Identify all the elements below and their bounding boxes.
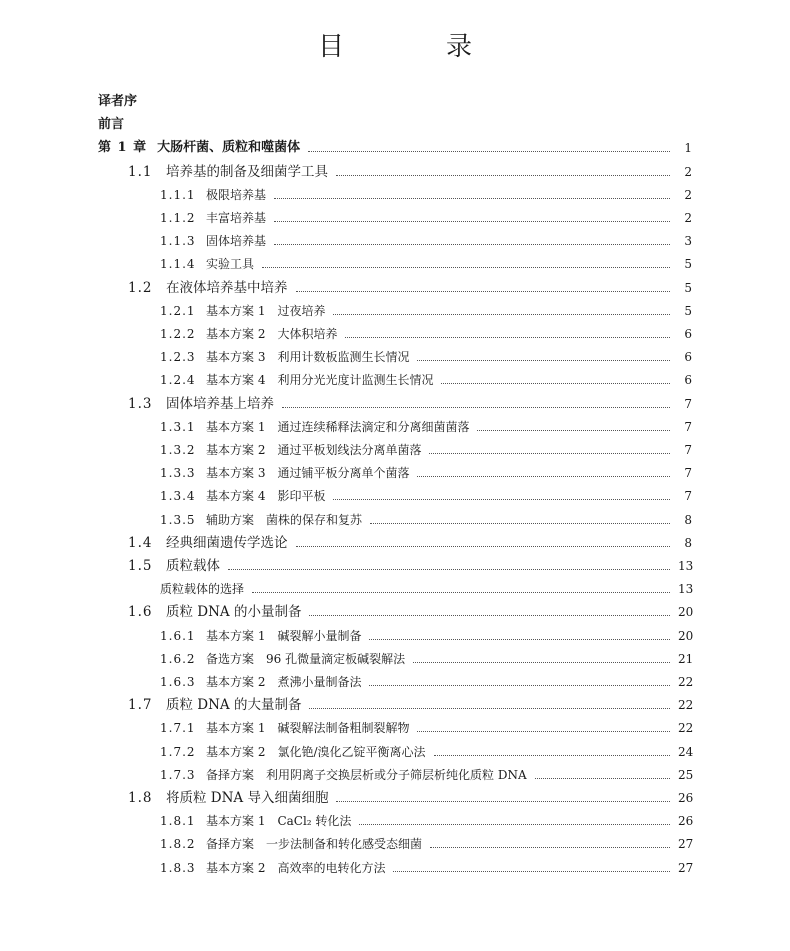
toc-entry-page: 7 xyxy=(684,419,692,434)
toc-entry-number: 1.1.4 xyxy=(160,257,196,272)
toc-entry xyxy=(160,575,692,597)
dot-leader xyxy=(282,407,670,408)
toc-entry-number: 1.3.2 xyxy=(160,443,196,457)
toc-entry-page: 2 xyxy=(684,164,692,179)
toc-entry-page: 5 xyxy=(684,303,692,318)
toc-entry-number: 1.8.1 xyxy=(160,814,196,829)
toc-entry xyxy=(160,761,692,783)
toc-entry-page: 2 xyxy=(684,211,692,225)
toc-entry-title: 基本方案 2 煮沸小量制备法 xyxy=(206,675,362,689)
toc-entry-number: 1.2.1 xyxy=(160,303,196,318)
toc-entry-title: 基本方案 3 利用计数板监测生长情况 xyxy=(206,350,410,365)
dot-leader xyxy=(274,221,670,222)
toc-entry-number: 1.8.3 xyxy=(160,860,196,875)
toc-entry-title: 基本方案 2 大体积培养 xyxy=(206,327,338,341)
dot-leader xyxy=(359,824,670,825)
dot-leader xyxy=(369,685,670,686)
toc-entry-page: 24 xyxy=(678,744,694,759)
toc-entry-number: 1.4 xyxy=(128,534,153,551)
toc-entry-title: 大肠杆菌、质粒和噬菌体 xyxy=(157,140,301,156)
toc-entry xyxy=(160,668,692,690)
toc-entry xyxy=(160,366,692,388)
dot-leader xyxy=(274,198,670,199)
toc-entry-title: 基本方案 1 CaCl₂ 转化法 xyxy=(206,814,352,829)
toc-entry-page: 5 xyxy=(684,280,692,295)
toc-entry xyxy=(160,622,692,644)
dot-leader xyxy=(262,267,670,268)
toc-entry-page: 27 xyxy=(678,860,694,875)
toc-entry xyxy=(160,181,692,203)
toc-entry-number: 1.3.4 xyxy=(160,489,196,504)
dot-leader xyxy=(370,523,670,524)
toc-entry-number: 1.1 xyxy=(128,163,153,180)
dot-leader xyxy=(333,314,670,315)
toc-entry xyxy=(128,274,692,296)
toc-entry-page: 21 xyxy=(678,651,694,666)
toc-entry-page: 5 xyxy=(684,257,692,272)
toc-entry xyxy=(98,134,692,156)
dot-leader xyxy=(296,546,671,547)
toc-entry-number: 1.2 xyxy=(128,279,153,296)
toc-entry xyxy=(160,459,692,481)
dot-leader xyxy=(336,801,670,802)
toc-entry-title: 质粒 DNA 的大量制备 xyxy=(166,697,302,714)
toc-entry-number: 1.3.5 xyxy=(160,512,196,527)
toc-entry-title: 基本方案 2 通过平板划线法分离单菌落 xyxy=(206,443,422,457)
toc-entry xyxy=(98,88,692,110)
toc-entry-page: 7 xyxy=(684,396,692,411)
toc-entry xyxy=(160,714,692,736)
toc-entry-number: 第 1 章 xyxy=(98,140,148,156)
dot-leader xyxy=(434,755,671,756)
toc-entry-page: 6 xyxy=(684,350,692,365)
toc-entry-number: 1.7 xyxy=(128,697,153,714)
toc-entry-number: 1.6.1 xyxy=(160,628,196,643)
toc-entry xyxy=(128,691,692,713)
toc-entry xyxy=(98,111,692,133)
toc-entry-title: 极限培养基 xyxy=(206,187,267,202)
toc-entry-title: 辅助方案 菌株的保存和复苏 xyxy=(206,512,363,527)
dot-leader xyxy=(417,731,670,732)
toc-entry xyxy=(160,320,692,342)
toc-entry-title: 将质粒 DNA 导入细菌细胞 xyxy=(166,790,329,806)
toc-entry-title: 固体培养基上培养 xyxy=(166,395,274,412)
toc-entry-page: 22 xyxy=(678,675,694,689)
toc-entry-title: 经典细菌遗传学选论 xyxy=(166,534,288,551)
toc-entry xyxy=(128,390,692,412)
dot-leader xyxy=(393,871,670,872)
toc-entry-number: 1.7.3 xyxy=(160,767,196,782)
toc-entry xyxy=(128,529,692,551)
dot-leader xyxy=(333,499,670,500)
toc-entry-title: 备选方案 96 孔微量滴定板碱裂解法 xyxy=(206,651,406,666)
toc-entry-title: 备择方案 利用阴离子交换层析或分子筛层析纯化质粒 DNA xyxy=(206,767,527,782)
toc-entry-title: 基本方案 2 氯化铯/溴化乙锭平衡离心法 xyxy=(206,744,426,759)
toc-entry-title: 质粒 DNA 的小量制备 xyxy=(166,604,302,621)
toc-entry-page: 13 xyxy=(678,582,694,597)
toc-entry-page: 6 xyxy=(684,373,692,388)
toc-entry-number: 1.3.3 xyxy=(160,466,196,481)
toc-entry xyxy=(160,738,692,760)
toc-entry-page: 2 xyxy=(684,187,692,202)
toc-entry-page: 27 xyxy=(678,837,694,852)
toc-entry-page: 7 xyxy=(684,466,692,481)
toc-entry xyxy=(160,227,692,249)
toc-entry-title: 培养基的制备及细菌学工具 xyxy=(166,163,328,180)
toc-entry xyxy=(160,297,692,319)
toc-entry xyxy=(160,506,692,528)
toc-entry-title: 基本方案 3 通过铺平板分离单个菌落 xyxy=(206,466,410,481)
toc-entry xyxy=(160,343,692,365)
toc-entry xyxy=(128,552,692,574)
toc-entry-page: 20 xyxy=(678,605,694,620)
dot-leader xyxy=(429,453,670,454)
toc-entry-title: 在液体培养基中培养 xyxy=(166,279,288,296)
toc-entry-number: 1.8.2 xyxy=(160,837,196,852)
toc-entry xyxy=(160,482,692,504)
toc-entry-number: 1.1.3 xyxy=(160,234,196,249)
toc-entry xyxy=(160,645,692,667)
toc-entry-title: 基本方案 1 碱裂解小量制备 xyxy=(206,628,362,643)
toc-entry-number: 1.5 xyxy=(128,558,153,574)
toc-entry-page: 3 xyxy=(684,234,692,249)
dot-leader xyxy=(369,639,670,640)
toc-entry-number: 1.8 xyxy=(128,790,153,806)
dot-leader xyxy=(309,615,670,616)
toc-entry-number: 1.3.1 xyxy=(160,419,196,434)
toc-entry-title: 固体培养基 xyxy=(206,234,267,249)
toc-entry xyxy=(160,204,692,226)
dot-leader xyxy=(430,847,670,848)
toc-entry-title: 基本方案 4 利用分光光度计监测生长情况 xyxy=(206,373,434,388)
toc-entry-page: 22 xyxy=(678,721,694,736)
toc-entry-title: 质粒载体 xyxy=(166,558,220,574)
dot-leader xyxy=(296,291,671,292)
toc-entry-page: 25 xyxy=(678,767,694,782)
toc-entry xyxy=(128,784,692,806)
toc-entry-title: 基本方案 2 高效率的电转化方法 xyxy=(206,860,386,875)
dot-leader xyxy=(228,569,670,570)
dot-leader xyxy=(336,175,670,176)
toc-entry-number: 1.1.1 xyxy=(160,187,196,202)
toc-entry-title: 基本方案 4 影印平板 xyxy=(206,489,326,504)
toc-entry-page: 22 xyxy=(678,698,694,713)
toc-entry-number: 1.3 xyxy=(128,395,153,412)
toc-entry xyxy=(160,250,692,272)
toc-entry-number: 1.7.2 xyxy=(160,744,196,759)
toc-entry-title: 质粒载体的选择 xyxy=(160,582,245,597)
toc-entry-title: 基本方案 1 碱裂解法制备粗制裂解物 xyxy=(206,721,410,736)
toc-entry-title: 译者序 xyxy=(98,94,138,109)
toc-entry-number: 1.2.3 xyxy=(160,350,196,365)
toc-entry xyxy=(128,158,692,180)
toc-entry-page: 7 xyxy=(684,443,692,457)
toc-entry-page: 7 xyxy=(684,489,692,504)
toc-entry-title: 基本方案 1 过夜培养 xyxy=(206,303,326,318)
toc-entry xyxy=(128,598,692,620)
dot-leader xyxy=(308,151,670,152)
dot-leader xyxy=(535,778,670,779)
toc-entry xyxy=(160,830,692,852)
toc-entry-page: 13 xyxy=(678,559,694,573)
toc-entry xyxy=(160,807,692,829)
toc-entry-title: 基本方案 1 通过连续稀释法滴定和分离细菌菌落 xyxy=(206,419,470,434)
page-title: 目 录 xyxy=(317,32,510,62)
toc-entry-page: 1 xyxy=(684,141,692,156)
dot-leader xyxy=(417,360,670,361)
toc-entry-page: 26 xyxy=(678,791,694,805)
toc-entry-page: 6 xyxy=(684,327,692,341)
toc-entry-number: 1.6 xyxy=(128,604,153,621)
toc-entry-title: 丰富培养基 xyxy=(206,211,267,225)
toc-entry-number: 1.2.4 xyxy=(160,373,196,388)
dot-leader xyxy=(345,337,670,338)
toc-entry-title: 前言 xyxy=(98,117,125,133)
toc-entry-number: 1.7.1 xyxy=(160,721,196,736)
dot-leader xyxy=(309,708,670,709)
toc-entry xyxy=(160,413,692,435)
toc-entry-title: 实验工具 xyxy=(206,257,255,272)
dot-leader xyxy=(413,662,670,663)
dot-leader xyxy=(417,476,670,477)
toc-entry-number: 1.6.2 xyxy=(160,651,196,666)
toc-entry-number: 1.1.2 xyxy=(160,211,196,225)
toc-entry-page: 20 xyxy=(678,628,694,643)
toc-entry-page: 26 xyxy=(678,814,694,829)
dot-leader xyxy=(477,430,670,431)
toc-entry-title: 备择方案 一步法制备和转化感受态细菌 xyxy=(206,837,423,852)
dot-leader xyxy=(274,244,670,245)
toc-entry-number: 1.2.2 xyxy=(160,327,196,341)
toc-entry xyxy=(160,854,692,876)
toc-entry-page: 8 xyxy=(684,512,692,527)
toc-entry-number: 1.6.3 xyxy=(160,675,196,689)
dot-leader xyxy=(441,383,670,384)
toc-entry xyxy=(160,436,692,458)
toc-entry-page: 8 xyxy=(684,535,692,550)
dot-leader xyxy=(252,592,670,593)
